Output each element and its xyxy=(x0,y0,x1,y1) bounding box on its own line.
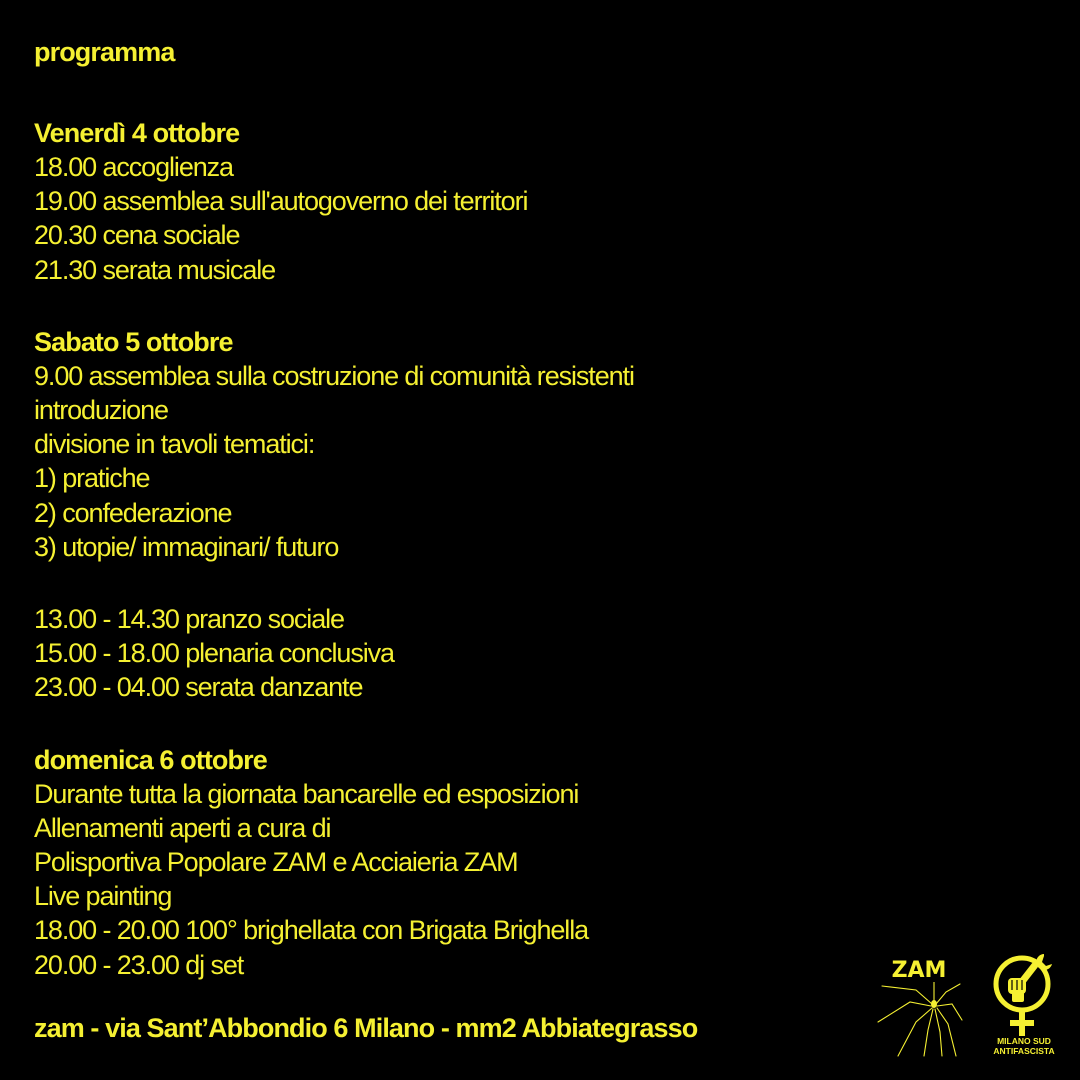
milano-sud-antifascista-text xyxy=(982,1036,1066,1056)
schedule-line: 15.00 - 18.00 plenaria conclusiva xyxy=(34,638,394,669)
schedule-line: Durante tutta la giornata bancarelle ed esposizioni xyxy=(34,778,579,809)
logo-line-2: ANTIFASCISTA xyxy=(993,1046,1055,1056)
schedule-line: 18.00 accoglienza xyxy=(34,152,233,182)
day-heading-saturday: Sabato 5 ottobre xyxy=(34,326,233,357)
day-section-sunday xyxy=(34,743,1054,982)
program-page xyxy=(34,34,1054,982)
day-heading-friday: Venerdì 4 ottobre xyxy=(34,118,240,148)
schedule-line: 21.30 serata musicale xyxy=(34,254,276,285)
schedule-line: divisione in tavoli tematici: xyxy=(34,429,315,460)
spacer xyxy=(34,564,1054,602)
zam-logo-text: ZAM xyxy=(891,958,947,983)
schedule-line: 3) utopie/ immaginari/ futuro xyxy=(34,531,339,562)
spacer xyxy=(34,70,1054,116)
milano-sud-antifascista-logo xyxy=(988,950,1060,1058)
schedule-line: introduzione xyxy=(34,395,168,426)
day-heading-sunday: domenica 6 ottobre xyxy=(34,744,267,775)
venue-address: zam - via Sant’Abbondio 6 Milano - mm2 Abbiategrasso xyxy=(34,1013,698,1043)
schedule-line: 20.30 cena sociale xyxy=(34,220,240,251)
schedule-line: Live painting xyxy=(34,881,172,912)
schedule-line: 23.00 - 04.00 serata danzante xyxy=(34,672,363,703)
zam-logo xyxy=(876,958,968,1058)
day-section-saturday xyxy=(34,325,1054,705)
schedule-line: 20.00 - 23.00 dj set xyxy=(34,949,244,980)
spacer xyxy=(34,287,1054,325)
schedule-line: Allenamenti aperti a cura di xyxy=(34,812,331,843)
schedule-line: 1) pratiche xyxy=(34,463,150,494)
schedule-line: 13.00 - 14.30 pranzo sociale xyxy=(34,604,344,635)
day-section-friday xyxy=(34,116,1054,287)
schedule-line: 19.00 assemblea sull'autogoverno dei territori xyxy=(34,186,528,217)
schedule-line: 2) confederazione xyxy=(34,497,232,528)
schedule-line: 18.00 - 20.00 100° brighellata con Brigata Brighella xyxy=(34,915,589,946)
page-title: programma xyxy=(34,37,175,67)
schedule-line: Polisportiva Popolare ZAM e Acciaieria ZAM xyxy=(34,847,518,878)
spider-icon xyxy=(876,982,968,1058)
spacer xyxy=(34,705,1054,743)
schedule-line: 9.00 assemblea sulla costruzione di comunità resistenti xyxy=(34,360,634,391)
fist-wrench-venus-icon xyxy=(988,950,1060,1040)
logo-line-1: MILANO SUD xyxy=(997,1036,1051,1046)
